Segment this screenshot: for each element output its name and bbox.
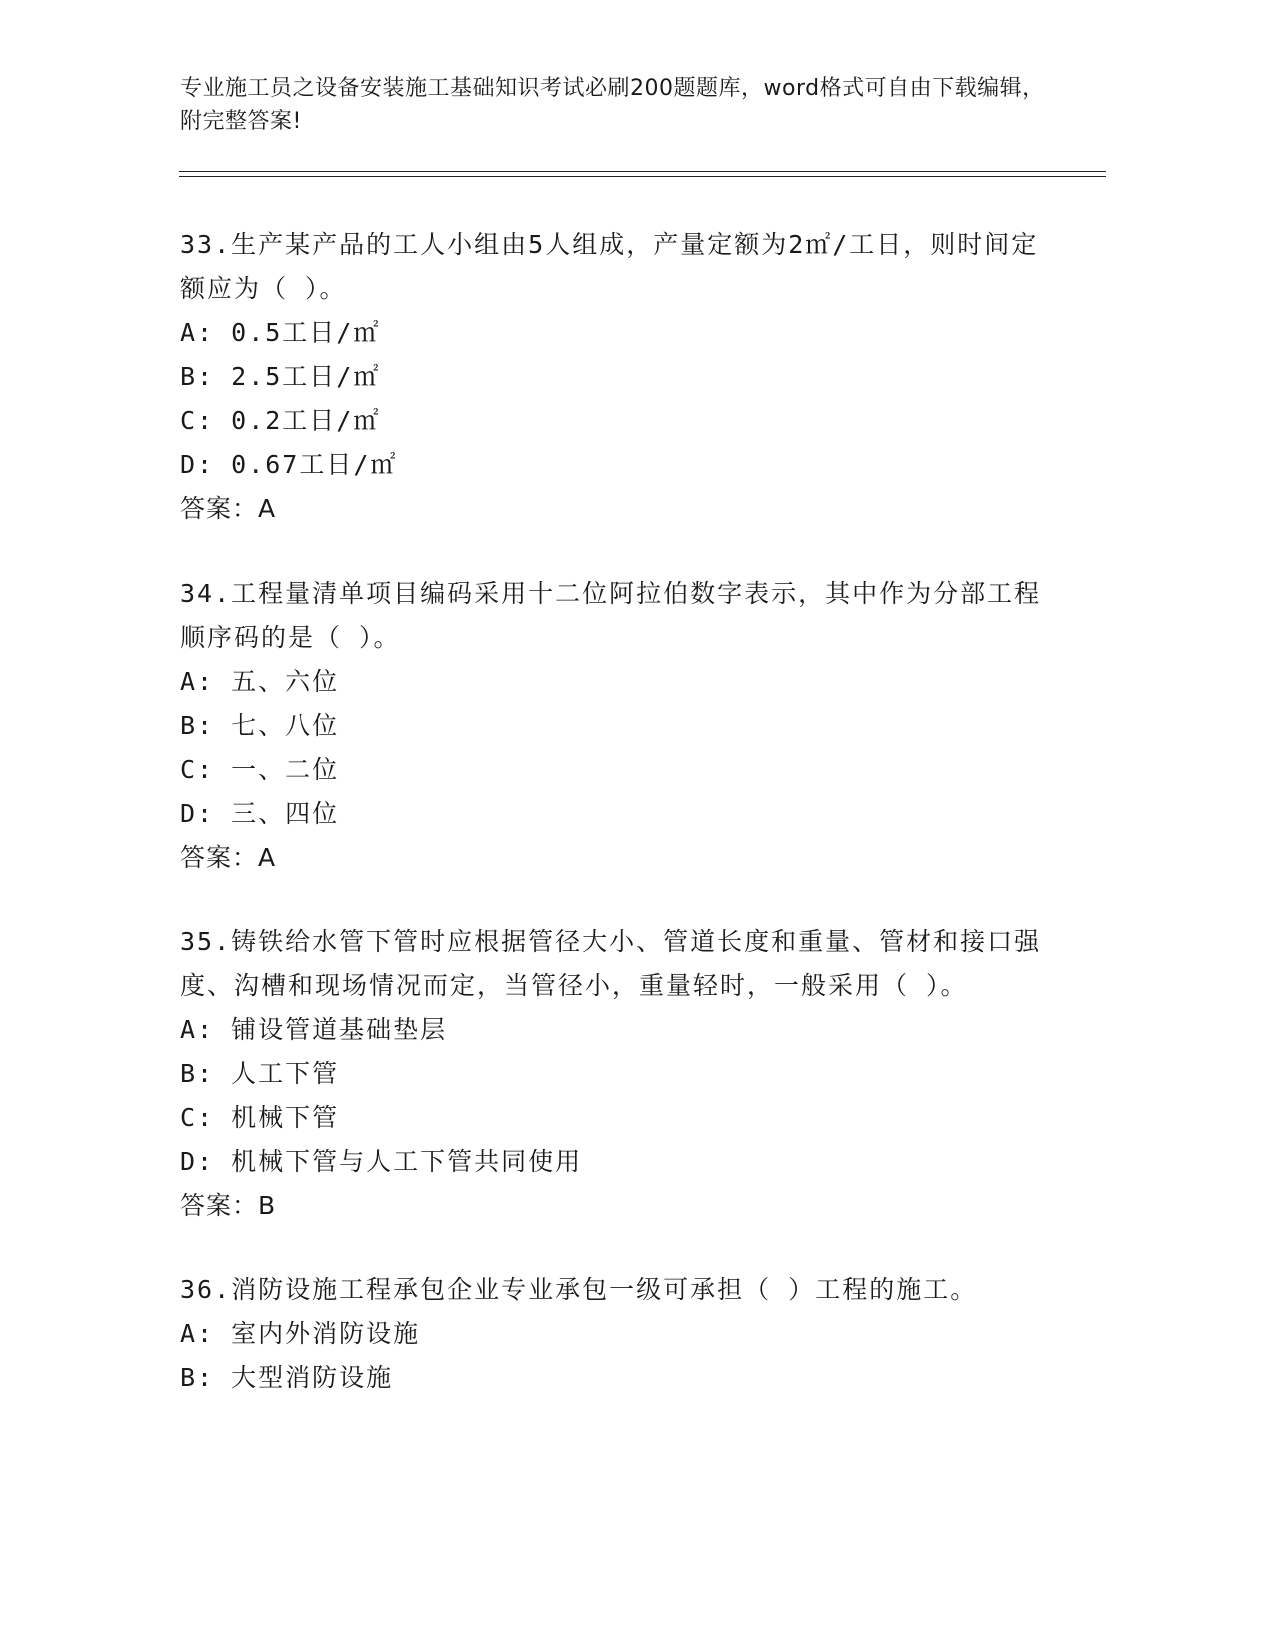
question-text: 34.工程量清单项目编码采用十二位阿拉伯数字表示，其中作为分部工程顺序码的是（ ）。 — [180, 579, 1042, 652]
header-title: 专业施工员之设备安装施工基础知识考试必刷200题题库，word格式可自由下载编辑，附完整答案! — [180, 76, 1045, 134]
option-a: A: 0.5工日/㎡ — [180, 318, 381, 347]
question-text: 36.消防设施工程承包企业专业承包一级可承担（ ）工程的施工。 — [180, 1275, 978, 1304]
answer: 答案：A — [180, 494, 277, 523]
question-text: 35.铸铁给水管下管时应根据管径大小、管道长度和重量、管材和接口强度、沟槽和现场情况而定，当管径小，重量轻时，一般采用（ ）。 — [180, 927, 1042, 1000]
question-34 — [180, 572, 1050, 880]
option-a: A: 五、六位 — [180, 667, 340, 696]
header-rule-top — [179, 171, 1106, 172]
option-c: C: 机械下管 — [180, 1103, 340, 1132]
header-rule-bottom — [179, 176, 1106, 177]
question-36 — [180, 1268, 1050, 1400]
option-b: B: 七、八位 — [180, 711, 340, 740]
answer: 答案：B — [180, 1191, 277, 1220]
option-d: D: 0.67工日/㎡ — [180, 450, 398, 479]
option-a: A: 室内外消防设施 — [180, 1319, 421, 1348]
option-c: C: 0.2工日/㎡ — [180, 406, 381, 435]
document-header — [180, 72, 1060, 138]
question-text: 33.生产某产品的工人小组由5人组成，产量定额为2㎡/工日，则时间定额应为（ ）。 — [180, 230, 1039, 303]
question-35 — [180, 920, 1050, 1228]
answer: 答案：A — [180, 843, 277, 872]
option-d: D: 三、四位 — [180, 799, 340, 828]
option-c: C: 一、二位 — [180, 755, 340, 784]
option-b: B: 2.5工日/㎡ — [180, 362, 381, 391]
option-b: B: 大型消防设施 — [180, 1363, 394, 1392]
option-a: A: 铺设管道基础垫层 — [180, 1015, 448, 1044]
option-b: B: 人工下管 — [180, 1059, 340, 1088]
option-d: D: 机械下管与人工下管共同使用 — [180, 1147, 583, 1176]
question-33 — [180, 223, 1050, 531]
